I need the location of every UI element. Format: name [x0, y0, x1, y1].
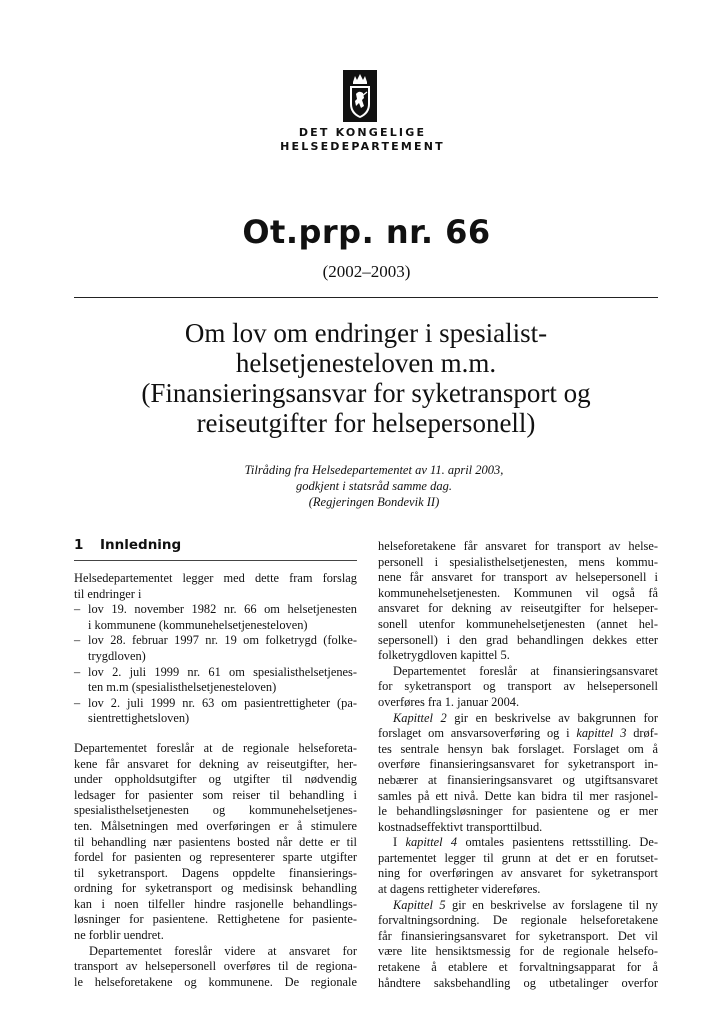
paragraph-gap [74, 727, 357, 741]
text-line: overføre finansieringsansvaret for syketransport in- [378, 757, 658, 772]
text-line: ledsager for pasienter som reiser til behandling i [74, 787, 357, 802]
text-line: nene får ansvaret for transport av helsepersonell i [378, 570, 658, 585]
text-line: personell i spesialisthelsetjenesten, mens kommu- [378, 554, 658, 569]
text-line: ne forblir uendret. [74, 928, 164, 943]
text-line: kan i noen tilfeller hindre rasjonelle behandlings- [74, 896, 357, 911]
text-line: le helseforetakene og kommunene. De regionale [74, 974, 357, 989]
text-line: kene får ansvaret for dekning av reiseutgifter, her- [74, 756, 357, 771]
text-line: håndtere saksbehandling og utbetalinger overfor [378, 975, 658, 990]
text-line: løsninger for pasientene. Rettighetene for pasiente- [74, 912, 357, 927]
text-line: Departementet foreslår videre at ansvaret for [89, 943, 357, 958]
text-line: at dagens rettigheter videreføres. [378, 882, 541, 897]
text-line: I kapittel 4 omtales pasientens rettsstilling. De- [393, 835, 658, 850]
text-line: være lite hensiktsmessig for de regionale helsefo- [378, 944, 658, 959]
text-line: retakene å etablere et forvaltningsapparat for å [378, 960, 658, 975]
main-title-line: reiseutgifter for helsepersonell) [196, 408, 536, 438]
left-column [74, 538, 357, 990]
department-name-line1: DET KONGELIGE [298, 126, 427, 139]
section-title: Innledning [100, 537, 182, 553]
text-line: får finansieringsansvaret for syketransport. Det vil [378, 928, 658, 943]
text-line: Kapittel 5 gir en beskrivelse av forslagene til ny [393, 897, 658, 912]
submission-line: Tilråding fra Helsedepartementet av 11. april 2003, [244, 463, 504, 477]
text-line: forvaltningsordning. De regionale helseforetakene [378, 913, 658, 928]
document-title: Ot.prp. nr. 66 [242, 213, 491, 251]
list-item-cont: i kommunene (kommunehelsetjenesteloven) [88, 617, 308, 632]
section-number: 1 [74, 537, 84, 553]
text-line: partementet legger til grunn at det er en forutset- [378, 850, 658, 865]
chapter-ref: kapittel 4 [405, 835, 458, 850]
norwegian-coat-of-arms-emblem [343, 70, 377, 122]
text-line: Kapittel 2 gir en beskrivelse av bakgrunnen for [393, 710, 659, 725]
text-line: sepersonell) i den grad behandlingen dekkes etter [378, 632, 658, 647]
chapter-ref: Kapittel 5 [393, 897, 446, 912]
main-title-line: (Finansieringsansvar for syketransport og [141, 378, 591, 408]
text-line: Departementet foreslår at de regionale helseforeta- [74, 740, 357, 755]
main-title-line: helsetjenesteloven m.m. [235, 348, 497, 378]
text-line: kostnadseffektivt transporttilbud. [378, 819, 543, 834]
submission-line: godkjent i statsråd samme dag. [296, 479, 452, 493]
text-line: ning for overføringen av ansvaret for syketransport [378, 866, 658, 881]
submission-note [74, 462, 666, 510]
section-heading [74, 538, 357, 561]
department-name-line2: HELSEDEPARTEMENT [280, 140, 445, 153]
list-item: – lov 2. juli 1999 nr. 61 om spesialisthelsetjenes- [74, 664, 357, 679]
main-title-line: Om lov om endringer i spesialist- [184, 318, 548, 348]
document-session-year: (2002–2003) [322, 262, 411, 281]
text-line: for syketransport og transport av helsepersonell [378, 679, 658, 694]
text-line: tes sentrale hensyn bak forslaget. Forslaget om å [378, 741, 658, 756]
list-item-cont: sientrettighetsloven) [88, 711, 190, 726]
main-title [74, 318, 658, 438]
chapter-ref: kapittel 3 [576, 726, 627, 741]
text-line: helseforetakene får ansvaret for transport av helse- [378, 539, 658, 553]
text-line: under oppholdsutgifter og utgifter til nødvendig [74, 772, 357, 787]
list-item: – lov 28. februar 1997 nr. 19 om folketrygd (folke- [74, 633, 357, 648]
text-line: ordning for syketransport og medisinsk behandling [74, 881, 357, 896]
text-line: Helsedepartementet legger med dette fram forslag [74, 571, 357, 585]
text-line: til endringer i [74, 586, 142, 601]
text-line: fordel for pasienten og representerer sparte utgifter [74, 850, 357, 865]
text-line: til syketransport. Dagens oppdelte finansierings- [74, 865, 357, 880]
submission-line: (Regjeringen Bondevik II) [308, 495, 440, 509]
text-line: Departementet foreslår at finansieringsansvaret [393, 663, 658, 678]
text-line: samles på ett nivå. Dette kan bidra til mer rasjonel- [378, 788, 658, 803]
text-line: ten. Målsetningen med overføringen er å stimulere [74, 818, 357, 833]
text-line: til behandling nær pasientens bosted når dette er til [74, 834, 357, 849]
text-line: sonell utenfor kommunehelsetjenesten (annet hel- [378, 616, 658, 631]
list-item: – lov 2. juli 1999 nr. 63 om pasientrettigheter (pa- [74, 695, 357, 710]
list-item: – lov 19. november 1982 nr. 66 om helsetjenesten [74, 602, 357, 617]
text-line: transport av helsepersonell overføres til de regiona- [74, 959, 357, 974]
list-item-cont: ten m.m (spesialisthelsetjenesteloven) [88, 680, 277, 695]
list-item-cont: trygdloven) [88, 648, 146, 663]
text-line: ansvaret for dekning av reiseutgifter for helseper- [378, 601, 658, 616]
text-line: folketrygdloven kapittel 5. [378, 648, 510, 663]
text-line: spesialisthelsetjenesten og kommunehelsetjenes- [74, 803, 357, 818]
right-column [378, 539, 658, 991]
text-line: kommunehelsetjenesten. Kommunen vil også få [378, 585, 658, 600]
text-line: overføres fra 1. januar 2004. [378, 694, 520, 709]
text-line: nebærer at finansieringsansvaret og utgiftsansvaret [378, 772, 658, 787]
chapter-ref: Kapittel 2 [393, 710, 447, 725]
title-divider [74, 297, 658, 298]
text-line: forslaget om ansvarsoverføring og i kapittel 3 drøf- [378, 726, 658, 741]
text-line: le behandlingsløsninger for pasientene og er mer [378, 804, 658, 819]
